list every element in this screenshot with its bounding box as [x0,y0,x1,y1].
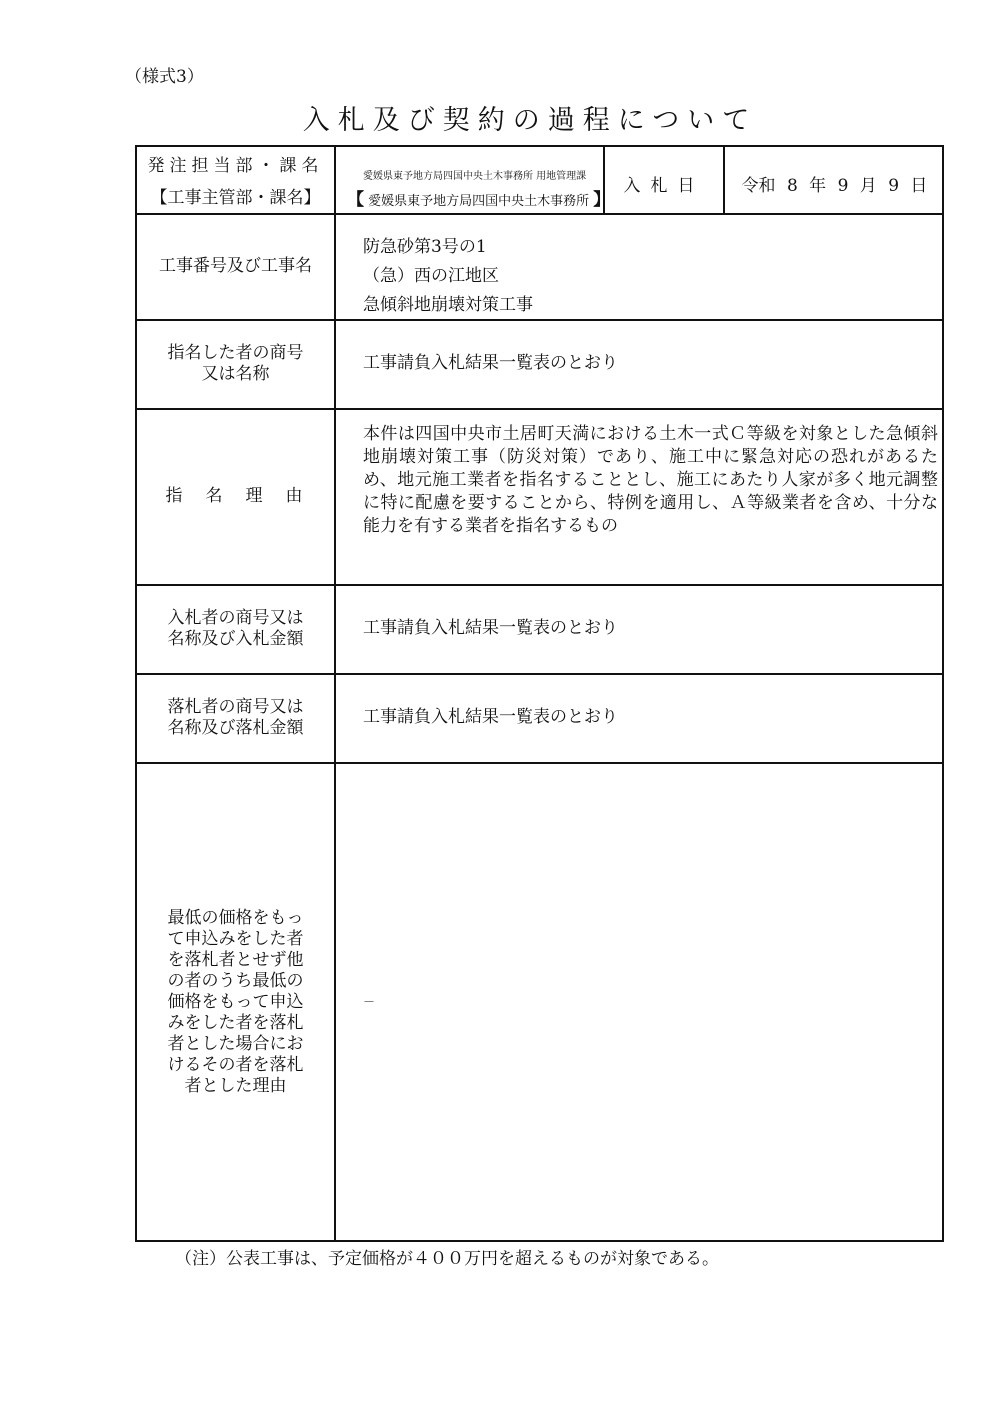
form-table [135,145,944,1242]
lowest-label-line: の者のうち最低の [167,970,304,991]
bid-date-value: 令和 8 年 9 月 9 日 [741,176,928,196]
winner-label [137,673,334,762]
lowest-label-line: 者とした場合にお [167,1033,304,1054]
lowest-price-value: － [363,994,376,1009]
winner-label-line: 落札者の商号又は [167,696,304,717]
form-number: （様式3） [125,67,204,87]
bid-date-label: 入札日 [623,176,705,196]
nominated-label [137,319,334,408]
lowest-label-line: て申込みをした者 [167,928,304,949]
lowest-label-line: 価格をもって申込 [167,991,304,1012]
project-title: 急傾斜地崩壊対策工事 [363,295,533,315]
project-number: 防急砂第3号の1 [363,237,487,257]
nominated-value: 工事請負入札結果一覧表のとおり [363,353,618,373]
nominated-label-line: 指名した者の商号 [167,342,304,363]
column-divider [334,147,336,1242]
dept-label: 発注担当部・課名 [147,156,324,176]
supervising-office-name: 愛媛県東予地方局四国中央土木事務所 [368,194,590,209]
winner-value: 工事請負入札結果一覧表のとおり [363,707,618,727]
lowest-label-line: 者とした理由 [184,1075,287,1096]
reason-text: 本件は四国中央市土居町天満における土木一式Ｃ等級を対象とした急傾斜地崩壊対策工事（防災対策）であり、施工中に緊急対応の恐れがあるため、地元施工業者を指名することとし、施工にあたり人家が多く地元調整に特に配慮を要することから、特例を適用し、Ａ等級業者を含め、十分な能力を有する業者を指名するもの [363,424,938,536]
lowest-label-line: けるその者を落札 [167,1054,304,1075]
project-name [363,233,934,320]
bracket-close: 】 [593,190,611,210]
lowest-label-line: みをした者を落札 [167,1012,304,1033]
bidders-label [137,584,334,673]
reason-label: 指 名 理 由 [165,485,306,506]
winner-label-line: 名称及び落札金額 [167,717,304,738]
document-title: 入札及び契約の過程について [302,105,758,136]
lowest-label-line: 最低の価格をもっ [167,907,304,928]
ordering-office: 愛媛県東予地方局四国中央土木事務所 用地管理課 [363,171,587,182]
nominated-label-line: 又は名称 [201,363,270,384]
supervising-dept-label: 【工事主管部・課名】 [150,188,321,208]
bidders-label-line: 名称及び入札金額 [167,628,304,649]
footnote: （注）公表工事は、予定価格が４００万円を超えるものが対象である。 [175,1249,719,1269]
project-label: 工事番号及び工事名 [159,255,312,276]
project-area: （急）西の江地区 [363,266,499,286]
supervising-office [347,185,610,210]
bidders-value: 工事請負入札結果一覧表のとおり [363,618,618,638]
lowest-price-label [137,762,334,1242]
lowest-label-line: を落札者とせず他 [167,949,304,970]
bidders-label-line: 入札者の商号又は [167,607,304,628]
bracket-open: 【 [347,190,364,210]
